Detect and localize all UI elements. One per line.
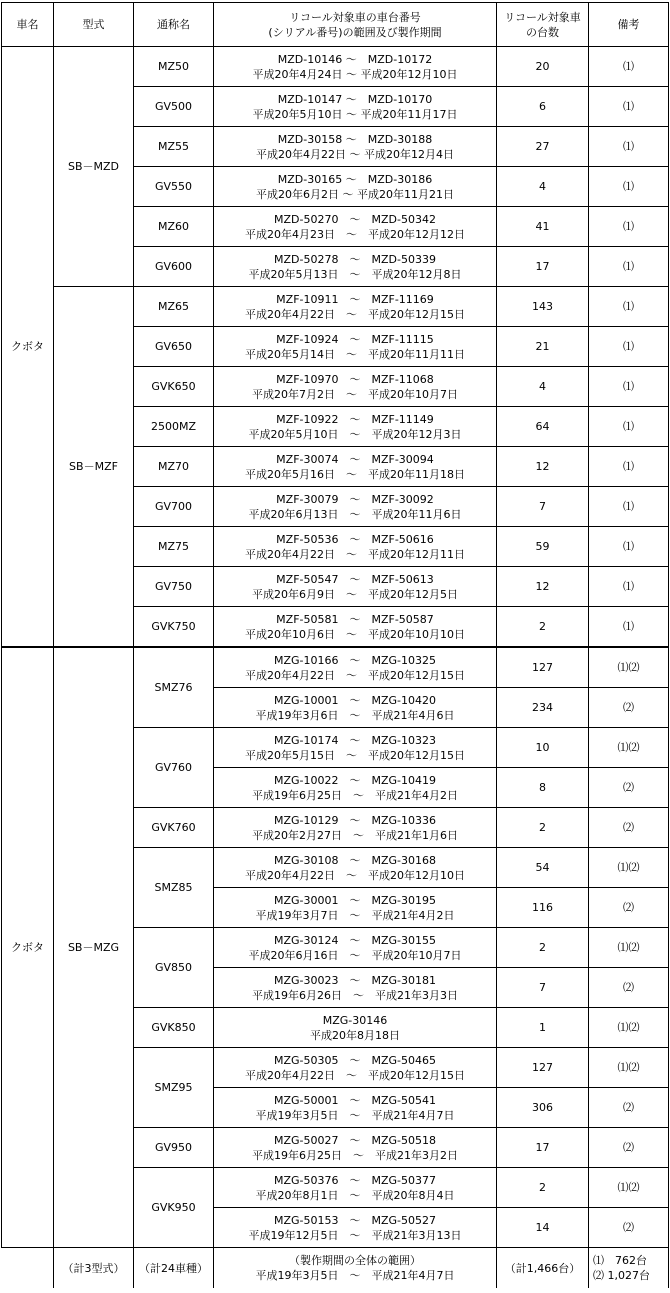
range-cell [214, 407, 497, 447]
range-cell [214, 688, 497, 728]
production-period: 平成20年2月27日 ～ 平成21年1月6日 [252, 828, 458, 842]
serial-range: MZD-50278 ～ MZD-50339 [274, 252, 436, 266]
remark-cell: ⑴ [589, 607, 669, 648]
remark-cell: ⑴⑵ [589, 848, 669, 888]
common-name-cell: GV500 [134, 87, 214, 127]
common-name-cell: SMZ85 [134, 848, 214, 928]
common-name-cell: SMZ76 [134, 647, 214, 728]
common-name-cell: MZ65 [134, 287, 214, 327]
serial-range: MZG-50001 ～ MZG-50541 [273, 1093, 437, 1107]
remark-cell: ⑴ [589, 407, 669, 447]
production-period: 平成20年6月13日 ～ 平成20年11月6日 [248, 507, 462, 521]
range-cell [214, 728, 497, 768]
serial-range: MZF-10970 ～ MZF-11068 [276, 372, 434, 386]
count-cell: 6 [497, 87, 589, 127]
maker-cell: クボタ [2, 647, 54, 1248]
production-period: 平成19年6月25日 ～ 平成21年3月2日 [252, 1148, 458, 1162]
range-cell [214, 527, 497, 567]
serial-range: MZF-50547 ～ MZF-50613 [276, 572, 434, 586]
count-cell: 12 [497, 447, 589, 487]
count-cell: 59 [497, 527, 589, 567]
range-cell [214, 808, 497, 848]
table-row [2, 647, 669, 688]
totals-note-1: ⑴ 762台 [593, 1254, 647, 1267]
range-cell [214, 567, 497, 607]
range-cell [214, 1208, 497, 1248]
common-name-cell: MZ55 [134, 127, 214, 167]
production-period: 平成20年4月22日 ～ 平成20年12月15日 [245, 307, 465, 321]
common-name-cell: GV550 [134, 167, 214, 207]
remark-cell: ⑴⑵ [589, 1168, 669, 1208]
remark-cell: ⑵ [589, 888, 669, 928]
serial-range: MZF-30074 ～ MZF-30094 [276, 452, 434, 466]
totals-blank [2, 1248, 54, 1289]
range-cell [214, 247, 497, 287]
common-name-cell: GVK950 [134, 1168, 214, 1248]
common-name-cell: GV600 [134, 247, 214, 287]
remark-cell: ⑴ [589, 487, 669, 527]
production-period: 平成19年3月7日 ～ 平成21年4月2日 [255, 908, 455, 922]
range-cell [214, 327, 497, 367]
production-period: 平成20年5月14日 ～ 平成20年11月11日 [245, 347, 465, 361]
model-cell: SB－MZF [54, 287, 134, 648]
remark-cell: ⑵ [589, 768, 669, 808]
count-cell: 8 [497, 768, 589, 808]
remark-cell: ⑵ [589, 808, 669, 848]
remark-cell: ⑴ [589, 247, 669, 287]
serial-range: MZG-30001 ～ MZG-30195 [273, 893, 437, 907]
count-cell: 234 [497, 688, 589, 728]
common-name-cell: MZ60 [134, 207, 214, 247]
common-name-cell: GVK750 [134, 607, 214, 648]
header-count [497, 3, 589, 47]
totals-names: （計24車種） [134, 1248, 214, 1289]
serial-range: MZG-10001 ～ MZG-10420 [273, 693, 437, 707]
range-cell [214, 1048, 497, 1088]
count-cell: 127 [497, 1048, 589, 1088]
header-range-line1: リコール対象車の車台番号 [289, 10, 421, 24]
totals-notes [589, 1248, 669, 1289]
common-name-cell: GV950 [134, 1128, 214, 1168]
header-range [214, 3, 497, 47]
serial-range: MZF-10911 ～ MZF-11169 [276, 292, 434, 306]
range-cell [214, 1008, 497, 1048]
serial-range: MZG-10129 ～ MZG-10336 [273, 813, 437, 827]
remark-cell: ⑴⑵ [589, 1008, 669, 1048]
recall-table [1, 2, 669, 1288]
range-cell [214, 1128, 497, 1168]
header-model: 型式 [54, 3, 134, 47]
common-name-cell: GV700 [134, 487, 214, 527]
range-cell [214, 1088, 497, 1128]
serial-range: MZF-10924 ～ MZF-11115 [276, 332, 434, 346]
remark-cell: ⑴ [589, 87, 669, 127]
production-period: 平成20年8月1日 ～ 平成20年8月4日 [255, 1188, 455, 1202]
count-cell: 143 [497, 287, 589, 327]
production-period: 平成20年6月2日 ～ 平成20年11月21日 [256, 187, 454, 201]
production-period: 平成20年4月22日 ～ 平成20年12月11日 [245, 547, 465, 561]
remark-cell: ⑴ [589, 327, 669, 367]
count-cell: 4 [497, 167, 589, 207]
count-cell: 17 [497, 247, 589, 287]
serial-range: MZG-10166 ～ MZG-10325 [273, 653, 437, 667]
header-row [2, 3, 669, 47]
serial-range: MZG-30146 [322, 1013, 388, 1027]
serial-range: MZG-30124 ～ MZG-30155 [273, 933, 437, 947]
remark-cell: ⑴ [589, 127, 669, 167]
common-name-cell: GVK850 [134, 1008, 214, 1048]
serial-range: MZG-30023 ～ MZG-30181 [273, 973, 437, 987]
count-cell: 10 [497, 728, 589, 768]
totals-period-range: 平成19年3月5日 ～ 平成21年4月7日 [255, 1269, 455, 1282]
remark-cell: ⑴⑵ [589, 647, 669, 688]
header-common-name: 通称名 [134, 3, 214, 47]
common-name-cell: GVK650 [134, 367, 214, 407]
production-period: 平成19年3月5日 ～ 平成21年4月7日 [255, 1108, 455, 1122]
remark-cell: ⑵ [589, 1128, 669, 1168]
common-name-cell: SMZ95 [134, 1048, 214, 1128]
remark-cell: ⑵ [589, 968, 669, 1008]
remark-cell: ⑴ [589, 367, 669, 407]
serial-range: MZD-10147 ～ MZD-10170 [277, 92, 433, 106]
range-cell [214, 367, 497, 407]
production-period: 平成20年4月22日 ～ 平成20年12月10日 [245, 868, 465, 882]
remark-cell: ⑴ [589, 167, 669, 207]
remark-cell: ⑴ [589, 207, 669, 247]
serial-range: MZG-10174 ～ MZG-10323 [273, 733, 437, 747]
model-cell: SB－MZD [54, 47, 134, 287]
production-period: 平成20年7月2日 ～ 平成20年10月7日 [252, 387, 458, 401]
remark-cell: ⑵ [589, 688, 669, 728]
production-period: 平成20年4月22日 ～ 平成20年12月15日 [245, 1068, 465, 1082]
serial-range: MZG-50153 ～ MZG-50527 [273, 1213, 437, 1227]
production-period: 平成20年5月15日 ～ 平成20年12月15日 [245, 748, 465, 762]
header-count-line1: リコール対象車 [504, 10, 581, 24]
common-name-cell: MZ50 [134, 47, 214, 87]
count-cell: 2 [497, 1168, 589, 1208]
common-name-cell: GV650 [134, 327, 214, 367]
serial-range: MZF-10922 ～ MZF-11149 [276, 412, 434, 426]
remark-cell: ⑵ [589, 1208, 669, 1248]
count-cell: 14 [497, 1208, 589, 1248]
common-name-cell: MZ70 [134, 447, 214, 487]
count-cell: 54 [497, 848, 589, 888]
serial-range: MZD-30158 ～ MZD-30188 [277, 132, 433, 146]
common-name-cell: GVK760 [134, 808, 214, 848]
count-cell: 64 [497, 407, 589, 447]
remark-cell: ⑴ [589, 567, 669, 607]
range-cell [214, 87, 497, 127]
count-cell: 4 [497, 367, 589, 407]
production-period: 平成20年5月13日 ～ 平成20年12月8日 [248, 267, 462, 281]
remark-cell: ⑴ [589, 47, 669, 87]
totals-row [2, 1248, 669, 1289]
remark-cell: ⑴⑵ [589, 928, 669, 968]
header-maker: 車名 [2, 3, 54, 47]
totals-count: （計1,466台） [497, 1248, 589, 1289]
totals-period-label: （製作期間の全体の範囲） [289, 1254, 421, 1267]
production-period: 平成20年6月16日 ～ 平成20年10月7日 [248, 948, 462, 962]
production-period: 平成20年8月18日 [310, 1028, 400, 1042]
table-row [2, 47, 669, 87]
remark-cell: ⑴ [589, 447, 669, 487]
range-cell [214, 207, 497, 247]
count-cell: 127 [497, 647, 589, 688]
serial-range: MZG-50376 ～ MZG-50377 [273, 1173, 437, 1187]
totals-note-2: ⑵ 1,027台 [593, 1269, 650, 1282]
production-period: 平成20年4月22日 ～ 平成20年12月15日 [245, 668, 465, 682]
count-cell: 2 [497, 808, 589, 848]
remark-cell: ⑴ [589, 287, 669, 327]
production-period: 平成19年6月25日 ～ 平成21年4月2日 [252, 788, 458, 802]
production-period: 平成20年4月22日 ～ 平成20年12月4日 [256, 147, 454, 161]
common-name-cell: GV750 [134, 567, 214, 607]
count-cell: 27 [497, 127, 589, 167]
production-period: 平成20年5月10日 ～ 平成20年11月17日 [252, 107, 458, 121]
remark-cell: ⑴⑵ [589, 728, 669, 768]
count-cell: 21 [497, 327, 589, 367]
range-cell [214, 127, 497, 167]
count-cell: 20 [497, 47, 589, 87]
count-cell: 7 [497, 968, 589, 1008]
count-cell: 116 [497, 888, 589, 928]
table-body [2, 47, 669, 1248]
count-cell: 12 [497, 567, 589, 607]
serial-range: MZD-10146 ～ MZD-10172 [277, 52, 433, 66]
common-name-cell: GV760 [134, 728, 214, 808]
serial-range: MZG-30108 ～ MZG-30168 [273, 853, 437, 867]
serial-range: MZF-30079 ～ MZF-30092 [276, 492, 434, 506]
header-remarks: 備考 [589, 3, 669, 47]
production-period: 平成19年3月6日 ～ 平成21年4月6日 [255, 708, 455, 722]
range-cell [214, 848, 497, 888]
serial-range: MZF-50536 ～ MZF-50616 [276, 532, 434, 546]
production-period: 平成19年6月26日 ～ 平成21年3月3日 [252, 988, 458, 1002]
common-name-cell: MZ75 [134, 527, 214, 567]
count-cell: 306 [497, 1088, 589, 1128]
common-name-cell: 2500MZ [134, 407, 214, 447]
model-cell: SB－MZG [54, 647, 134, 1248]
range-cell [214, 447, 497, 487]
count-cell: 2 [497, 928, 589, 968]
range-cell [214, 607, 497, 648]
production-period: 平成19年12月5日 ～ 平成21年3月13日 [248, 1228, 462, 1242]
range-cell [214, 888, 497, 928]
serial-range: MZD-50270 ～ MZD-50342 [274, 212, 436, 226]
range-cell [214, 928, 497, 968]
production-period: 平成20年5月16日 ～ 平成20年11月18日 [245, 467, 465, 481]
count-cell: 17 [497, 1128, 589, 1168]
remark-cell: ⑵ [589, 1088, 669, 1128]
production-period: 平成20年10月6日 ～ 平成20年10月10日 [245, 627, 465, 641]
remark-cell: ⑴⑵ [589, 1048, 669, 1088]
serial-range: MZG-10022 ～ MZG-10419 [273, 773, 437, 787]
production-period: 平成20年6月9日 ～ 平成20年12月5日 [252, 587, 458, 601]
maker-cell: クボタ [2, 47, 54, 648]
table-row [2, 287, 669, 327]
count-cell: 41 [497, 207, 589, 247]
count-cell: 7 [497, 487, 589, 527]
serial-range: MZG-50305 ～ MZG-50465 [273, 1053, 437, 1067]
range-cell [214, 487, 497, 527]
header-count-line2: の台数 [526, 25, 559, 39]
range-cell [214, 167, 497, 207]
count-cell: 1 [497, 1008, 589, 1048]
count-cell: 2 [497, 607, 589, 648]
range-cell [214, 47, 497, 87]
production-period: 平成20年4月23日 ～ 平成20年12月12日 [245, 227, 465, 241]
totals-models: （計3型式） [54, 1248, 134, 1289]
range-cell [214, 1168, 497, 1208]
range-cell [214, 647, 497, 688]
production-period: 平成20年5月10日 ～ 平成20年12月3日 [248, 427, 462, 441]
serial-range: MZG-50027 ～ MZG-50518 [273, 1133, 437, 1147]
common-name-cell: GV850 [134, 928, 214, 1008]
remark-cell: ⑴ [589, 527, 669, 567]
totals-period [214, 1248, 497, 1289]
range-cell [214, 768, 497, 808]
serial-range: MZD-30165 ～ MZD-30186 [277, 172, 433, 186]
range-cell [214, 287, 497, 327]
serial-range: MZF-50581 ～ MZF-50587 [276, 612, 434, 626]
production-period: 平成20年4月24日 ～ 平成20年12月10日 [252, 67, 458, 81]
range-cell [214, 968, 497, 1008]
header-range-line2: (シリアル番号)の範囲及び製作期間 [268, 25, 442, 39]
